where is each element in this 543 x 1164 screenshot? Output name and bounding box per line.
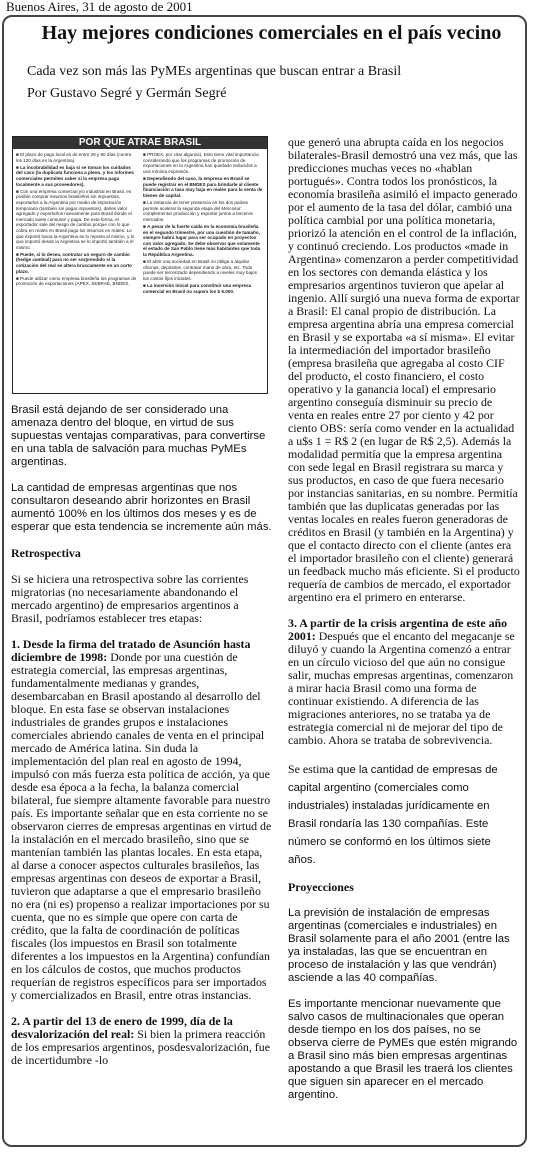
stage2-text: Si bien la primera reacción de los empresarios argentinos, posdesvalorización, fue de incertidumbre -lo <box>11 1027 270 1067</box>
sidebar-title: POR QUE ATRAE BRASIL <box>13 137 267 149</box>
stage1-title: 1. Desde la firma del tratado de Asunción hasta diciembre de 1998: <box>11 637 251 664</box>
section-heading-proyecciones: Proyecciones <box>288 880 354 894</box>
estimate-paragraph <box>288 760 520 868</box>
sidebar-left-column <box>16 152 137 296</box>
body-paragraph: que generó una abrupta caída en los negocios bilaterales-Brasil demostró una vez más, que las predicciones muchas veces no «hablan portugués». Contra todos los pronósticos, la economía brasileña asimiló el impacto generado por el aumento de la tasa del dólar, cambió una política cambial por una política monetaria, priorizó la atención en el control de la inflación, y continuó creciendo. Los productos «made in Argentina» comenzaron a perder competitividad en los sectores con demanda elástica y los empresarios argentinos tuvieron que apelar al ingenio. Allí surgió una nueva forma de exportar a Brasil: El canal propio de distribución. La empresa argentina abría una empresa comercial en Brasil y se exportaba «a sí misma». El evitar la intermediación del importador brasileño (empresa brasileña que agregaba al costo CIF del producto, el costo financiero, el costo operativo y la ganancia local) el empresario argentino conseguía disminuir su precio de venta en reales entre 27 por ciento y 42 por ciento OBS: sería como vender en la actualidad a u$s 1 = R$ 2 (en lugar de R$ 2,5). Además la modalidad permitía que la empresa argentina con sede legal en Brasil registrara su marca y sus productos, en caso de que fuera necesario por instancias sanitarias, en su nombre. Permitía también que las duplicatas generadas por las ventas locales en reales fueron generadoras de créditos en Brasil (y también en la Argentina) y que el contacto directo con el cliente (antes era el importador brasileño con el cliente) generará un feedback mucho más eficiente. Si el producto requería de cambios de mercado, el exportador argentino era el primero en enterarse. <box>288 135 520 604</box>
stage3-paragraph <box>288 617 520 747</box>
sidebar-item: ■ Con una empresa comercial y/o industrial en Brasil, es posible comprar insumos brasileños sin impuestos, exportarlos a la Argentina por medio de importación temporaria (también sin pagar impuestos), darles valor agregado y exportarlos nuevamente para Brasil donde el mercado suele consumir y paga. De esta forma, el exportador sale del riesgo de cambio porque con lo que cobra en reales en Brasil paga los insumos en reales. Lo que exportó hacia la Argentina se lo reporta al mismo, y lo que importó desde la Argentina se lo importó también a él mismo. <box>16 189 137 251</box>
sidebar-item: ■ PROEX, por citar algunos). Esto tiene vital importancia considerando que los programas de promoción de exportaciones en la Argentina han quedado reducidos a una mínima expresión. <box>143 152 264 174</box>
intro-paragraph: La cantidad de empresas argentinas que nos consultaron deseando abrir horizontes en Brasil aumentó 100% en los últimos dos meses y es de esperar que esta tendencia se incremente aún más. <box>11 482 272 533</box>
article-column-right <box>288 136 520 1102</box>
stage3-title: 3. A partir de la crisis argentina de este año 2001: <box>288 616 508 643</box>
sidebar-item: ■ A pesar de la fuerte caída en la economía brasileña en el segundo trimestre, por una cuestión de tamaño, siempre habrá lugar para ser ocupado en proyectos con valor agregado. Se debe observar que solamente el estado de San Pablo tiene más habitantes que toda la República Argentina. <box>143 224 264 258</box>
estimate-lead: Se estima <box>288 762 337 776</box>
sidebar-item: ■ Puede utilizar como empresa brasileña los programas de promoción de exportaciones (APEX, SEBRAE, BNDES, <box>16 276 137 287</box>
dateline: Buenos Aires, 31 de agosto de 2001 <box>6 0 193 14</box>
intro-paragraph: Brasil está dejando de ser considerado una amenaza dentro del bloque, en virtud de sus supuestas ventajas comparativas, para convertirse en una tabla de salvación para muchas PyMEs argentinas. <box>11 404 266 468</box>
article-column-left <box>11 404 273 1067</box>
stage1-paragraph <box>11 638 273 1002</box>
section-heading-retrospectiva: Retrospectiva <box>11 546 81 560</box>
subtitle: Cada vez son más las PyMEs argentinas que buscan entrar a Brasil <box>27 64 402 79</box>
sidebar-item: ■ La instancia de tener presencia en los dos países permite acelerar la segunda etapa del Mercosur: complementar producción y exportar juntos a terceros mercados. <box>143 200 264 222</box>
projection-paragraph: La previsión de instalación de empresas argentinas (comerciales e industriales) en Brasil solamente para el año 2001 (entre las ya instaladas, las que se encuentran en proceso de instalación y las que vendrán) asciende a las 40 compañías. <box>288 907 510 984</box>
stage1-text: Donde por una cuestión de estrategia comercial, las empresas argentinas, fundamentalmente medianas y grandes, desembarcaban en Brasil apostando al desarrollo del bloque. En esta fase se observan instalaciones industriales de grandes grupos e instalaciones comerciales abriendo canales de venta en el principal mercado de América latina. Sin duda la implementación del plan real en agosto de 1994, impulsó con más fuerza esta política de acción, ya que desde esa época a la fecha, la balanza comercial bilateral, fue siempre altamente favorable para nuestro país. Es importante señalar que en esta corriente no se observaron cierres de empresas argentinas en virtud de la instalación en el mercado brasileño, sino que se mantenían también las plantas locales. En esta etapa, al darse a conocer aspectos culturales brasileños, las empresas argentinas con deseos de exportar a Brasil, tuvieron que adaptarse a que el empresario brasileño no era (ni es) propenso a realizar importaciones por su cuenta, que no es simple que opere con carta de crédito, que la falta de coordinación de políticas fiscales (los impuestos en Brasil son totalmente diferentes a los impuestos en la Argentina) confundían en los cálculos de costos, que muchos productos requerían de registros específicos para ser importados y comercializados en Brasil, entre otras instancias. <box>11 650 272 1002</box>
sidebar-box <box>12 136 268 394</box>
retro-paragraph: Si se hiciera una retrospectiva sobre las corrientes migratorias (no necesariamente abandonando el mercado argentino) de empresarios argentinos a Brasil, podríamos establecer tres etapas: <box>11 572 249 625</box>
sidebar-right-column <box>143 152 264 296</box>
stage3-text: Después que el encanto del megacanje se diluyó y cuando la Argentina comenzó a entrar en un círculo vicioso del que aún no consigue salir, muchas empresas argentinas, comenzaron a mirar hacia Brasil como una forma de continuar existiendo. A diferencia de las migraciones anteriores, no se trataba ya de estrategia comercial ni de mejorar del tipo de cambio. Ahora se trataba de sobrevivencia. <box>288 629 515 747</box>
sidebar-item: ■ La inversión inicial para constituir una empresa comercial en Brasil no supera los $ 6.000. <box>143 283 264 294</box>
estimate-text: que la cantidad de empresas de capital argentino (comerciales como industriales) instaladas jurídicamente en Brasil rondaría las 130 compañías. Este número se conformó en los últimos siete años. <box>288 764 498 866</box>
stage2-title: 2. A partir del 13 de enero de 1999, día de la desvalorización del real: <box>11 1014 233 1041</box>
headline: Hay mejores condiciones comerciales en el país vecino <box>41 22 502 44</box>
sidebar-item: ■ Puede, si lo desea, contratar un seguro de cambio (hedge cambial) para no ser sorprendido si la cotización del real se altera bruscamente en un corto plazo. <box>16 252 137 274</box>
sidebar-item: ■ El abrir una sociedad en Brasil no obliga a alquilar oficinas, depósitos, contratar mano de obra, etc. Todo puede ser tercerizado dependiendo a niveles muy bajos los costos fijos iniciales. <box>143 259 264 281</box>
sidebar-item: ■ El plazo de pago local es de entre 28 y 60 días (contra los 120 días en la Argentina). <box>16 152 137 163</box>
projection-paragraph: Es importante mencionar nuevamente que salvo casos de multinacionales que operan desde tiempo en los dos países, no se observa cierre de PyMEs que estén migrando a Brasil sino más bien empresas argentinas apostando a que Brasil les traerá los clientes que siguen sin aparecer en el mercado argentino. <box>288 998 518 1101</box>
sidebar-item: ■ Dependiendo del caso, la empresa en Brasil se puede registrar en el BNDES para brindarle al cliente financiación a tasa muy baja en reales para la venta de bienes de capital. <box>143 176 264 198</box>
byline: Por Gustavo Segré y Germán Segré <box>27 86 227 101</box>
sidebar-item: ■ La incobrabilidad es baja si se toman los cuidados del caso (la duplicata funciona a pleno, y los informes comerciales permiten saber si la empresa paga localmente a sus proveedores). <box>16 165 137 187</box>
stage2-paragraph <box>11 1015 273 1067</box>
